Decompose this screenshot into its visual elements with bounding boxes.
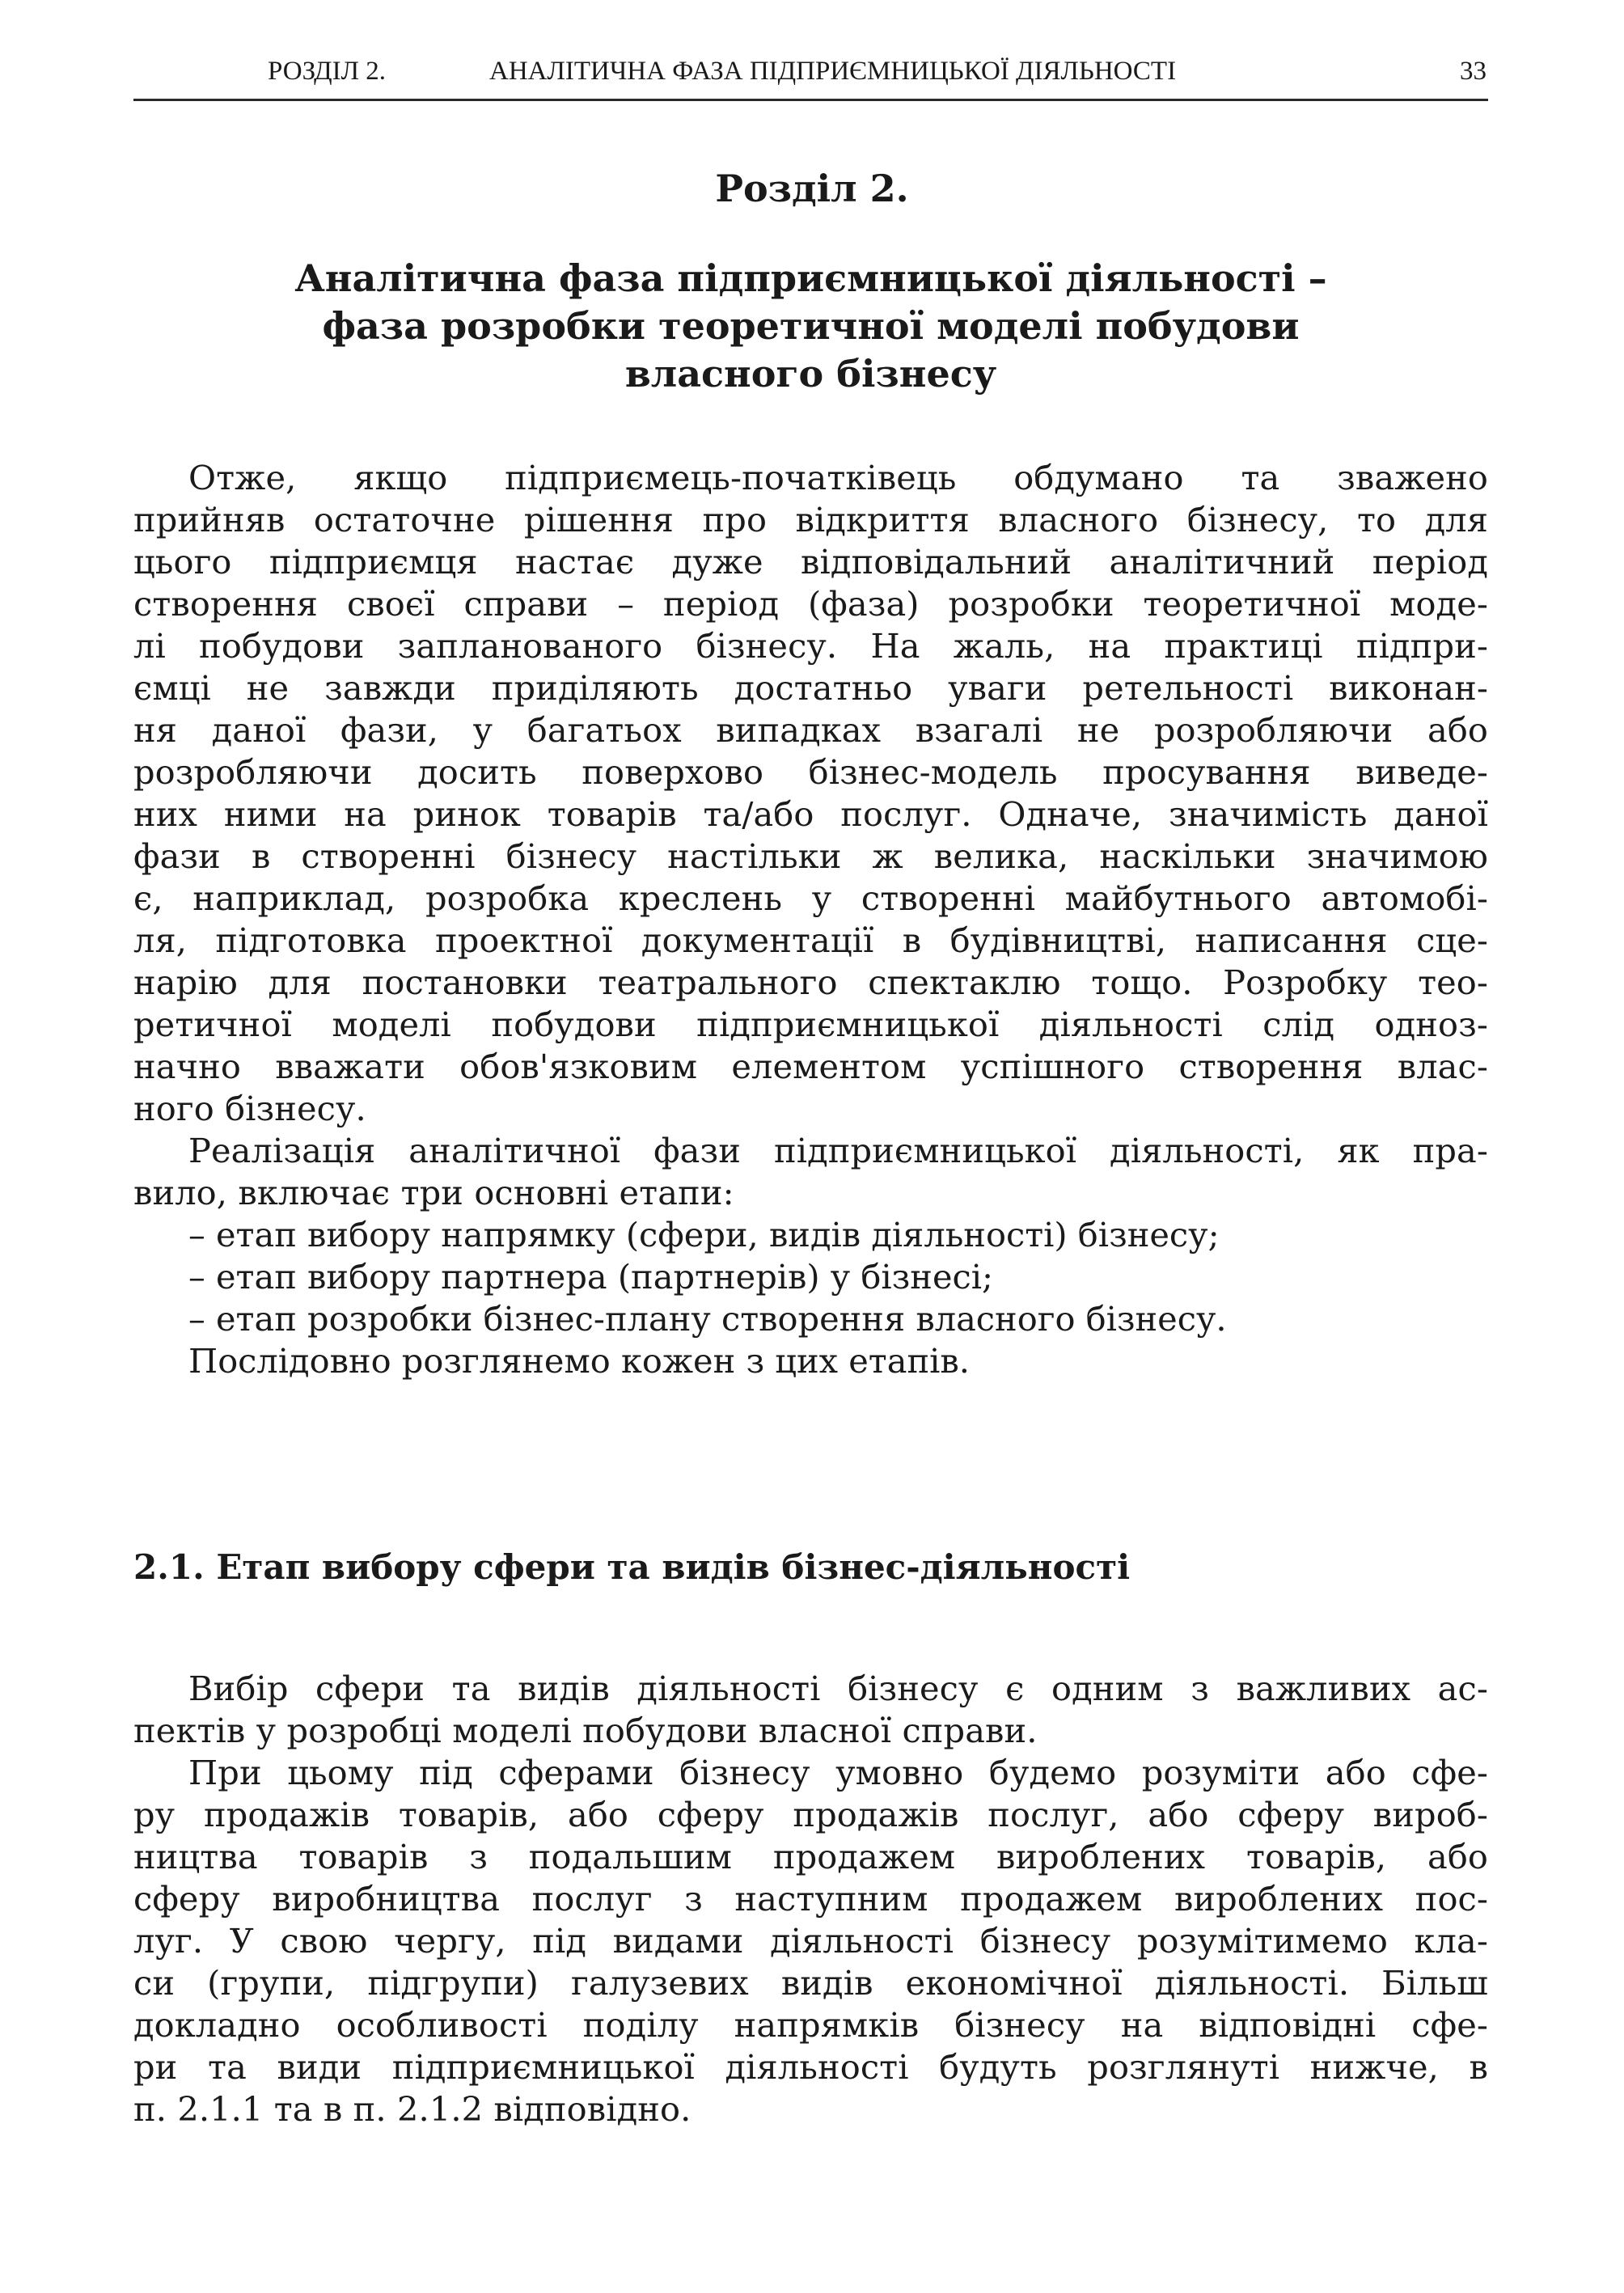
text-line: створення своєї справи – період (фаза) розробки теоретичної моде- — [133, 584, 1488, 624]
text-line: нарію для постановки театрального спектаклю тощо. Розробку тео- — [133, 962, 1488, 1002]
text-line: луг. У свою чергу, під видами діяльності бізнесу розумітимемо кла- — [133, 1921, 1488, 1961]
phases-closing: Послідовно розглянемо кожен з цих етапів. — [188, 1341, 970, 1381]
text-line: начно вважати обов'язковим елементом успішного створення влас- — [133, 1047, 1488, 1086]
text-line: лі побудови запланованого бізнесу. На жаль, на практиці підпри- — [133, 626, 1488, 666]
text-line: ру продажів товарів, або сферу продажів послуг, або сферу вироб- — [133, 1795, 1488, 1834]
chapter-title-line: фаза розробки теоретичної моделі побудови — [322, 304, 1300, 348]
page-number: 33 — [1460, 57, 1487, 86]
running-head-section: РОЗДІЛ 2. — [268, 57, 386, 86]
text-line: ля, підготовка проектної документації в будівництві, написання сце- — [133, 920, 1488, 960]
chapter-label: Розділ 2. — [715, 167, 909, 210]
chapter-title-line: Аналітична фаза підприємницької діяльності – — [294, 256, 1327, 300]
text-line: розробляючи досить поверхово бізнес-модель просування виведе- — [133, 752, 1488, 792]
text-line: цього підприємця настає дуже відповідальний аналітичний період — [133, 542, 1488, 582]
text-line: них ними на ринок товарів та/або послуг. Одначе, значимість даної — [133, 794, 1488, 834]
section-heading: 2.1. Етап вибору сфери та видів бізнес-діяльності — [133, 1547, 1131, 1587]
list-item: – етап вибору партнера (партнерів) у бізнесі; — [188, 1257, 994, 1297]
text-line: прийняв остаточне рішення про відкриття власного бізнесу, то для — [133, 500, 1488, 539]
text-line: При цьому під сферами бізнесу умовно будемо розуміти або сфе- — [188, 1753, 1488, 1792]
text-line: Реалізація аналітичної фази підприємницької діяльності, як пра- — [188, 1131, 1488, 1170]
text-line: ри та види підприємницької діяльності будуть розглянуті нижче, в — [133, 2047, 1488, 2087]
text-line: пектів у розробці моделі побудови власної справи. — [133, 1711, 1038, 1750]
running-head — [133, 50, 1488, 101]
text-line: фази в створенні бізнесу настільки ж велика, наскільки значимою — [133, 836, 1488, 876]
text-line: ного бізнесу. — [133, 1089, 366, 1128]
running-head-title: АНАЛІТИЧНА ФАЗА ПІДПРИЄМНИЦЬКОЇ ДІЯЛЬНОСТІ — [489, 57, 1177, 86]
text-line: вило, включає три основні етапи: — [133, 1173, 734, 1212]
text-line: ня даної фази, у багатьох випадках взагалі не розробляючи або — [133, 710, 1488, 750]
list-item: – етап вибору напрямку (сфери, видів діяльності) бізнесу; — [188, 1215, 1220, 1254]
text-line: си (групи, підгрупи) галузевих видів економічної діяльності. Більш — [133, 1963, 1488, 2003]
text-line: докладно особливості поділу напрямків бізнесу на відповідні сфе- — [133, 2005, 1488, 2045]
text-line: Отже, якщо підприємець-початківець обдумано та зважено — [188, 458, 1488, 497]
text-line: є, наприклад, розробка креслень у створенні майбутнього автомобі- — [133, 878, 1488, 918]
text-line: сферу виробництва послуг з наступним продажем вироблених пос- — [133, 1879, 1488, 1919]
chapter-title-line: власного бізнесу — [624, 352, 997, 396]
chapter-title — [133, 255, 1488, 398]
text-line: п. 2.1.1 та в п. 2.1.2 відповідно. — [133, 2089, 691, 2129]
text-line: ництва товарів з подальшим продажем вироблених товарів, або — [133, 1837, 1488, 1876]
text-line: Вибір сфери та видів діяльності бізнесу є одним з важливих ас- — [188, 1669, 1488, 1708]
text-line: ємці не завжди приділяють достатньо уваги ретельності виконан- — [133, 668, 1488, 708]
list-item: – етап розробки бізнес-плану створення власного бізнесу. — [188, 1299, 1227, 1339]
text-line: ретичної моделі побудови підприємницької діяльності слід одноз- — [133, 1005, 1488, 1044]
